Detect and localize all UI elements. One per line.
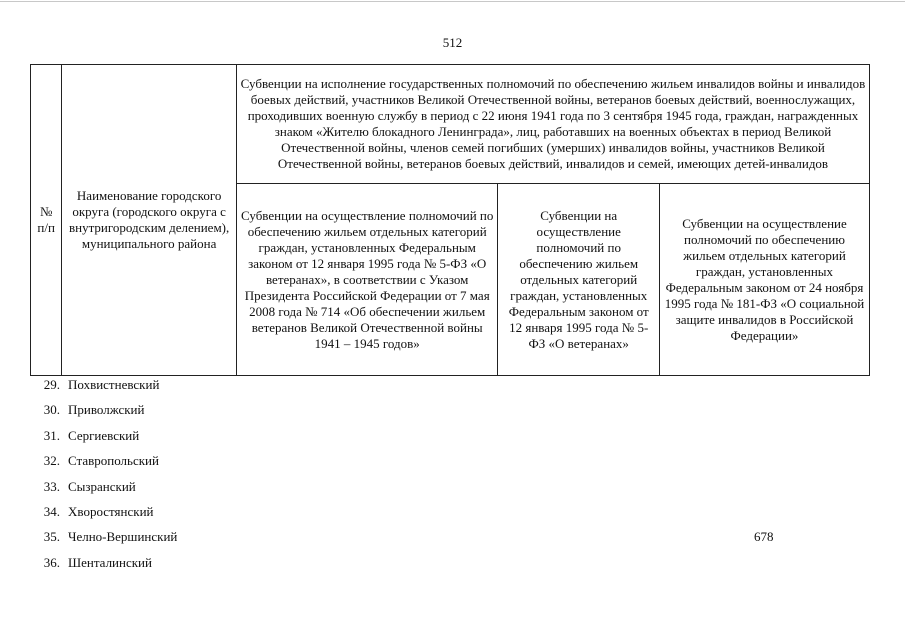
table-row	[32, 528, 872, 553]
row-number: 34.	[43, 503, 60, 519]
header-col-veterans-law: Субвенции на осуществление полномочий по обеспечению жильем отдельных категорий граждан, установленных Федеральным законом от 12 января 1995 года № 5-ФЗ «О ветеранах»	[498, 184, 660, 376]
header-col-veterans-decree: Субвенции на осуществление полномочий по обеспечению жильем отдельных категорий граждан, установленных Федеральным законом от 12 января 1995 года № 5-ФЗ «О ветеранах», в соответствии с Указом Президента Российской Федерации от 7 мая 2008 года № 714 «Об обеспечении жильем ветеранов Великой Отечественной войны 1941 – 1945 годов»	[236, 184, 497, 376]
table-row	[32, 452, 872, 477]
page-top-rule	[0, 1, 905, 2]
municipality-list	[32, 376, 872, 579]
row-name: Приволжский	[68, 402, 145, 418]
row-value: 678	[754, 529, 774, 545]
row-name: Хворостянский	[68, 503, 154, 519]
table-row	[32, 401, 872, 426]
table-row	[32, 376, 872, 401]
row-name: Ставропольский	[68, 453, 159, 469]
row-number: 31.	[43, 427, 60, 443]
row-number: 32.	[43, 453, 60, 469]
header-group-title: Субвенции на исполнение государственных полномочий по обеспечению жильем инвалидов войны и инвалидов боевых действий, участников Великой Отечественной войны, ветеранов боевых действий, военнослужащих, проходивших военную службу в период с 22 июня 1941 года по 3 сентября 1945 года, граждан, награжденных знаком «Жителю блокадного Ленинграда», лиц, работавших на военных объектах в период Великой Отечественной войны, членов семей погибших (умерших) инвалидов войны, участников Великой Отечественной войны, ветеранов боевых действий, инвалидов и семей, имеющих детей-инвалидов	[236, 65, 869, 184]
row-number: 35.	[43, 529, 60, 545]
header-col-disabled-law: Субвенции на осуществление полномочий по обеспечению жильем отдельных категорий граждан, установленных Федеральным законом от 24 ноября 1995 года № 181-ФЗ «О социальной защите инвалидов в Российской Федерации»	[659, 184, 869, 376]
row-number: 36.	[43, 554, 60, 570]
row-name: Похвистневский	[68, 377, 160, 392]
page-number: 512	[442, 35, 463, 50]
row-number: 29.	[43, 377, 60, 392]
row-name: Сызранский	[68, 478, 136, 494]
row-number: 33.	[43, 478, 60, 494]
table-row	[32, 503, 872, 528]
row-name: Сергиевский	[68, 427, 140, 443]
table-row	[32, 554, 872, 579]
table-row	[32, 478, 872, 503]
header-municipality-name: Наименование городского округа (городского округа с внутригородским делением), муниципального района	[62, 65, 237, 376]
table-row	[32, 427, 872, 452]
header-table	[30, 64, 870, 376]
row-name: Шенталинский	[68, 554, 152, 570]
row-number: 30.	[43, 402, 60, 418]
header-num: № п/п	[31, 65, 62, 376]
row-name: Челно-Вершинский	[68, 529, 178, 545]
